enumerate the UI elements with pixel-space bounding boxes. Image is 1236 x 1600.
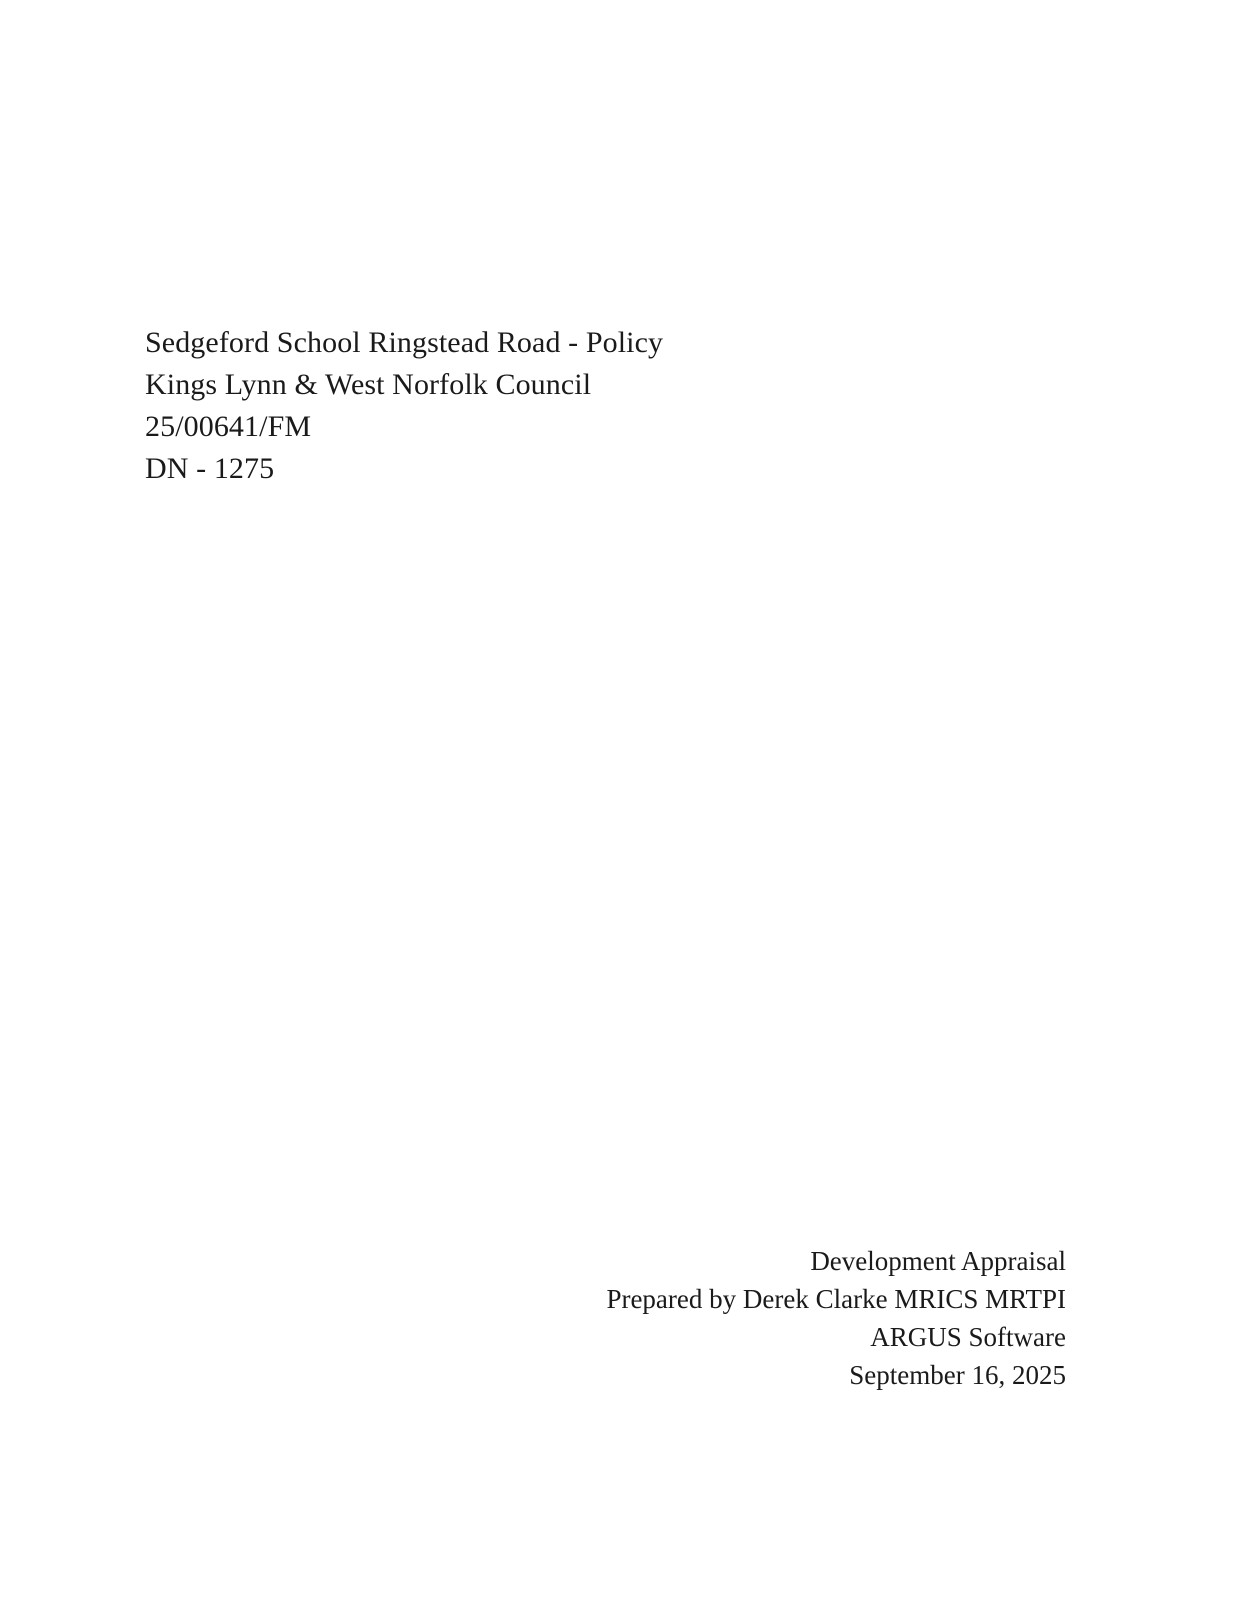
- software-name: ARGUS Software: [870, 1322, 1066, 1352]
- document-dn-number: DN - 1275: [145, 452, 275, 485]
- footer-block: [606, 1242, 1066, 1394]
- document-reference-number: 25/00641/FM: [145, 410, 312, 443]
- title-block: [145, 322, 663, 490]
- report-type: Development Appraisal: [810, 1246, 1066, 1276]
- report-date: September 16, 2025: [849, 1360, 1066, 1390]
- document-title: Sedgeford School Ringstead Road - Policy: [145, 326, 664, 359]
- prepared-by: Prepared by Derek Clarke MRICS MRTPI: [606, 1284, 1066, 1314]
- document-subtitle-authority: Kings Lynn & West Norfolk Council: [145, 368, 592, 401]
